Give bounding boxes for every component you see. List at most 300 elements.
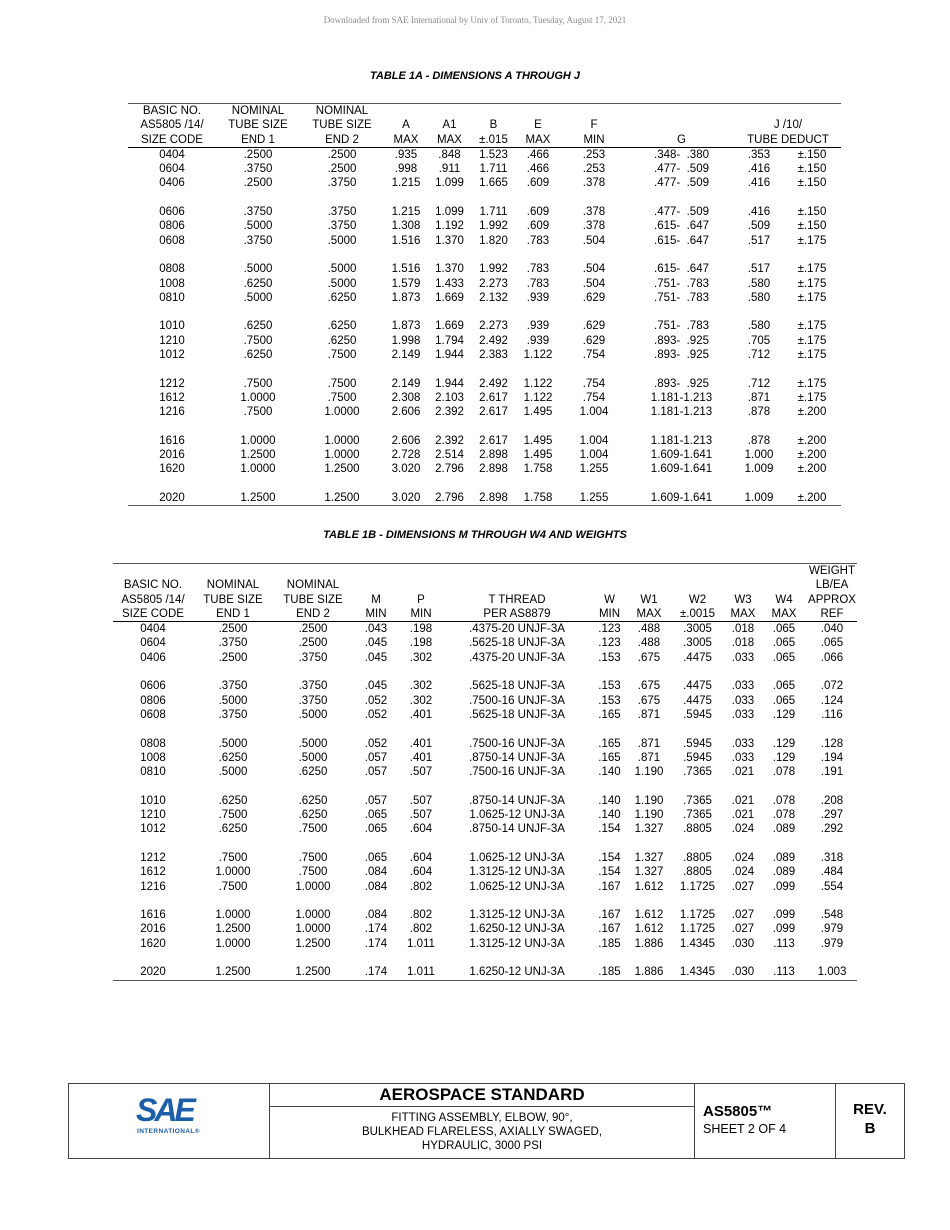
table-cell: .154 [598, 866, 621, 879]
table-cell: 1620 [159, 463, 185, 476]
table-cell: .604 [409, 823, 433, 836]
table-cell: 2020 [159, 492, 185, 505]
group-spacer [113, 665, 857, 679]
table-cell: 0404 [140, 623, 166, 636]
table-1b-title: TABLE 1B - DIMENSIONS M THROUGH W4 AND WEIGHTS [323, 529, 627, 541]
table-cell: .6250 [298, 794, 328, 807]
table-cell: .939 [526, 334, 550, 347]
table-cell: .548 [820, 909, 844, 922]
table-row [113, 865, 857, 879]
table-cell: 1.579 [391, 277, 421, 290]
table-cell: .3750 [327, 177, 357, 190]
table-cell: .129 [772, 708, 796, 721]
table-cell: 1.327 [634, 851, 664, 864]
table-cell: ±.150 [797, 220, 827, 233]
table-cell: 0808 [159, 263, 185, 276]
table-cell: .488 [637, 637, 661, 650]
table-cell: 1008 [159, 277, 185, 290]
header-w3: W3 MAX [725, 564, 761, 622]
table-row [113, 708, 857, 722]
table-cell: 1.011 [407, 966, 435, 979]
header-basic-no: BASIC NO. AS5805 /14/ SIZE CODE [113, 564, 193, 622]
table-cell: .140 [598, 794, 621, 807]
table-cell: .033 [731, 680, 755, 693]
table-cell: 1.190 [634, 766, 664, 779]
table-cell: 1.327 [634, 866, 664, 879]
table-cell: 1.794 [435, 334, 464, 347]
table-cell: .089 [772, 866, 796, 879]
table-cell: 3.020 [391, 463, 421, 476]
table-cell: 1.215 [391, 206, 421, 219]
table-cell: .609 [526, 177, 550, 190]
table-cell: 1216 [159, 406, 185, 419]
table-cell: .185 [598, 966, 621, 979]
group-spacer [128, 420, 841, 434]
table-cell: .5000 [298, 737, 328, 750]
table-cell: 0810 [140, 766, 166, 779]
table-cell: 1.2500 [324, 492, 360, 505]
table-cell: .802 [409, 880, 433, 893]
table-cell: 0604 [159, 163, 185, 176]
table-cell: 1.3125-12 UNJ-3A [469, 909, 565, 922]
table-cell: 1.011 [407, 937, 435, 950]
table-cell: .052 [364, 737, 388, 750]
table-cell: 1.873 [391, 291, 421, 304]
table-row [113, 751, 857, 765]
header-a: A MAX [384, 104, 428, 148]
table-cell: .8750-14 UNJF-3A [469, 823, 565, 836]
table-cell: .878 [747, 406, 771, 419]
table-cell: .018 [731, 623, 755, 636]
table-row [128, 205, 841, 219]
table-cell: .065 [772, 694, 796, 707]
table-cell: 1.3125-12 UNJ-3A [469, 937, 565, 950]
group-spacer [113, 951, 857, 965]
table-cell: .979 [820, 923, 844, 936]
table-cell: .084 [364, 880, 388, 893]
table-cell: .030 [731, 966, 755, 979]
table-cell: 1.255 [579, 492, 609, 505]
table-cell: 2.514 [435, 449, 464, 462]
table-cell: 1.758 [523, 463, 553, 476]
table-cell: .416 [747, 206, 771, 219]
table-cell: 1.3125-12 UNJ-3A [469, 866, 565, 879]
table-cell: .939 [526, 291, 550, 304]
table-cell: .3750 [218, 708, 248, 721]
table-row [128, 448, 841, 462]
table-cell: .6250 [327, 334, 357, 347]
header-weight: WEIGHT LB/EA APPROX REF [808, 565, 856, 620]
table-cell: 1.886 [634, 937, 664, 950]
table-cell: 1616 [159, 434, 185, 447]
table-cell: .153 [598, 694, 621, 707]
table-cell: .554 [820, 880, 844, 893]
table-cell: .705 [747, 334, 771, 347]
table-cell: .7500 [243, 377, 273, 390]
table-cell: .7365 [683, 766, 712, 779]
table-cell: .297 [820, 809, 844, 822]
table-cell: .253 [582, 163, 606, 176]
document-number: AS5805™ [703, 1103, 773, 1120]
table-cell: .5625-18 UNJF-3A [469, 708, 565, 721]
group-spacer [113, 779, 857, 793]
header-w1: W1 MAX [628, 564, 670, 622]
table-row [113, 822, 857, 836]
table-cell: .167 [598, 909, 621, 922]
table-cell: 1.0625-12 UNJ-3A [469, 880, 565, 893]
table-cell: 1212 [140, 851, 166, 864]
table-cell: .065 [772, 680, 796, 693]
table-cell: .7500 [298, 851, 328, 864]
table-cell: .2500 [218, 651, 248, 664]
table-cell: .6250 [327, 291, 357, 304]
table-cell: 1.2500 [295, 937, 331, 950]
table-cell: 1.122 [523, 377, 553, 390]
table-cell: .099 [772, 880, 796, 893]
table-cell: .871 [637, 737, 661, 750]
table-cell: .466 [526, 163, 550, 176]
table-row [113, 679, 857, 693]
document-number-cell [695, 1084, 836, 1158]
table-cell: 1.1725 [679, 923, 716, 936]
table-cell: .675 [637, 651, 661, 664]
header-f: F MIN [560, 104, 628, 148]
header-e: E MAX [516, 104, 560, 148]
table-cell: ±.175 [797, 263, 827, 276]
table-cell: 1.0625-12 UNJ-3A [469, 809, 565, 822]
table-cell: ±.200 [797, 449, 827, 462]
standard-heading: AEROSPACE STANDARD [270, 1084, 694, 1107]
table-cell: .3005 [683, 637, 712, 650]
table-cell: .517 [747, 234, 771, 247]
table-cell: 1.665 [479, 177, 508, 190]
table-cell: .3750 [243, 163, 273, 176]
table-cell: 1.2500 [240, 449, 276, 462]
table-cell: 2016 [159, 449, 185, 462]
table-cell: .609 [526, 206, 550, 219]
table-cell: 1.0000 [324, 406, 360, 419]
table-cell: .401 [409, 751, 433, 764]
table-cell: 2.132 [479, 291, 508, 304]
table-row [128, 219, 841, 233]
table-cell: .318 [820, 851, 844, 864]
table-cell: 1.998 [391, 334, 421, 347]
header-t-thread: T THREAD PER AS8879 [443, 564, 591, 622]
table-cell: .140 [598, 766, 621, 779]
table-row [128, 319, 841, 333]
table-cell: 2.149 [391, 349, 421, 362]
table-cell: 0606 [159, 206, 185, 219]
table-cell: .5000 [218, 737, 248, 750]
table-cell: 1.495 [523, 406, 553, 419]
table-row [128, 348, 841, 362]
table-cell: 0404 [159, 148, 185, 161]
table-cell: 1.516 [391, 263, 421, 276]
sae-logo-subtext: INTERNATIONAL® [137, 1128, 200, 1135]
table-cell: .509 [747, 220, 771, 233]
table-cell: .7500-16 UNJF-3A [469, 737, 565, 750]
header-a1: A1 MAX [428, 104, 471, 148]
table-cell: 1.192 [435, 220, 464, 233]
table-cell: 2.392 [435, 434, 464, 447]
table-cell: .893- .925 [654, 377, 709, 390]
table-cell: .6250 [218, 823, 248, 836]
header-w: W MIN [591, 564, 628, 622]
table-cell: .3750 [243, 206, 273, 219]
table-cell: 0406 [159, 177, 185, 190]
table-cell: 1620 [140, 937, 166, 950]
table-cell: 2.273 [479, 277, 508, 290]
table-cell: .488 [637, 623, 661, 636]
table-cell: ±.150 [797, 177, 827, 190]
table-cell: 1.495 [523, 434, 553, 447]
table-cell: .401 [409, 708, 433, 721]
table-cell: .154 [598, 851, 621, 864]
group-spacer [113, 837, 857, 851]
table-cell: .6250 [218, 751, 248, 764]
table-cell: .2500 [243, 148, 273, 161]
table-cell: 2.392 [435, 406, 464, 419]
table-cell: .783 [526, 277, 550, 290]
table-cell: .030 [731, 937, 755, 950]
table-cell: .353 [747, 148, 771, 161]
table-cell: .751- .783 [654, 320, 709, 333]
table-cell: .033 [731, 694, 755, 707]
table-cell: .8805 [683, 866, 712, 879]
table-cell: 1.609-1.641 [650, 492, 713, 505]
standard-description: FITTING ASSEMBLY, ELBOW, 90°, BULKHEAD FLARELESS, AXIALLY SWAGED, HYDRAULIC, 3000 PSI [361, 1112, 603, 1152]
table-cell: .6250 [243, 349, 273, 362]
table-cell: 2.898 [479, 449, 508, 462]
table-cell: 1.003 [817, 966, 847, 979]
table-cell: .167 [598, 923, 621, 936]
table-cell: .7500 [218, 880, 248, 893]
group-spacer [128, 477, 841, 491]
table-cell: .065 [364, 823, 388, 836]
table-cell: .5000 [243, 263, 273, 276]
table-cell: .194 [820, 751, 844, 764]
table-cell: .5000 [218, 766, 248, 779]
table-cell: 1.495 [523, 449, 553, 462]
table-cell: 2.149 [391, 377, 421, 390]
table-cell: .6250 [218, 794, 248, 807]
table-cell: .783 [526, 263, 550, 276]
table-cell: .153 [598, 651, 621, 664]
table-cell: .174 [364, 937, 388, 950]
table-cell: .3750 [298, 651, 328, 664]
table-cell: .5945 [683, 737, 712, 750]
table-cell: .040 [820, 623, 844, 636]
table-row [128, 277, 841, 291]
table-row [113, 851, 857, 865]
table-cell: 0806 [159, 220, 185, 233]
table-cell: .580 [747, 277, 771, 290]
table-cell: .052 [364, 694, 388, 707]
table-cell: .302 [409, 651, 433, 664]
table-cell: 1612 [159, 391, 185, 404]
table-cell: .629 [582, 320, 606, 333]
header-end1: NOMINAL TUBE SIZE END 1 [193, 564, 273, 622]
table-cell: .6250 [298, 766, 328, 779]
table-cell: 1.669 [435, 320, 464, 333]
table-cell: 1.190 [634, 794, 664, 807]
table-cell: 2.617 [479, 434, 508, 447]
table-cell: .754 [582, 349, 606, 362]
table-cell: 1.6250-12 UNJ-3A [469, 923, 565, 936]
table-row [128, 262, 841, 276]
table-cell: .078 [772, 809, 796, 822]
table-cell: 1.327 [634, 823, 664, 836]
table-cell: .024 [731, 866, 755, 879]
table-cell: ±.175 [797, 391, 827, 404]
table-cell: .466 [526, 148, 550, 161]
table-cell: .629 [582, 291, 606, 304]
table-cell: 1.181-1.213 [650, 391, 713, 404]
table-cell: 1.523 [479, 148, 508, 161]
table-cell: 1.004 [579, 449, 609, 462]
table-cell: 1.1725 [679, 880, 716, 893]
table-cell: 1.122 [523, 391, 553, 404]
table-cell: .783 [526, 234, 550, 247]
table-cell: 1.0000 [240, 391, 276, 404]
table-cell: 3.020 [391, 492, 421, 505]
table-cell: 2.103 [435, 391, 464, 404]
table-cell: .3750 [298, 680, 328, 693]
table-cell: 1.516 [391, 234, 421, 247]
table-cell: .871 [637, 708, 661, 721]
table-cell: 2.273 [479, 320, 508, 333]
table-cell: ±.150 [797, 163, 827, 176]
table-cell: .7500 [327, 377, 357, 390]
table-row [113, 922, 857, 936]
revision-label: REV. [853, 1101, 887, 1118]
table-cell: .027 [731, 923, 755, 936]
table-cell: .378 [582, 220, 606, 233]
table-cell: 1.370 [435, 234, 464, 247]
table-row [128, 434, 841, 448]
table-row [113, 765, 857, 779]
table-cell: 1.215 [391, 177, 421, 190]
download-note: Downloaded from SAE International by Univ of Toronto, Tuesday, August 17, 2021 [323, 15, 627, 25]
table-cell: 1.009 [744, 492, 774, 505]
header-end2: NOMINAL TUBE SIZE END 2 [300, 104, 384, 148]
table-cell: .615- .647 [654, 263, 709, 276]
table-cell: .165 [598, 737, 621, 750]
table-row [113, 622, 857, 637]
table-cell: 1.2500 [240, 492, 276, 505]
table-cell: .124 [820, 694, 844, 707]
table-cell: .477- .509 [654, 177, 709, 190]
table-cell: .018 [731, 637, 755, 650]
table-cell: .7500 [218, 809, 248, 822]
table-cell: .078 [772, 766, 796, 779]
table-cell: .057 [364, 794, 388, 807]
table-cell: 0806 [140, 694, 166, 707]
table-row [113, 808, 857, 822]
table-cell: .045 [364, 651, 388, 664]
table-cell: 1.2500 [215, 923, 251, 936]
table-cell: .754 [582, 391, 606, 404]
table-cell: .7500 [327, 391, 357, 404]
table-cell: .580 [747, 320, 771, 333]
table-row [128, 391, 841, 405]
table-cell: .7365 [683, 794, 712, 807]
table-cell: .208 [820, 794, 844, 807]
table-1a [128, 103, 841, 506]
table-cell: .4475 [683, 651, 712, 664]
table-cell: .7365 [683, 809, 712, 822]
table-cell: 1.609-1.641 [650, 449, 713, 462]
table-cell: .043 [364, 623, 388, 636]
table-cell: .3750 [298, 694, 328, 707]
table-cell: .507 [409, 766, 433, 779]
table-cell: .2500 [327, 163, 357, 176]
table-cell: .893- .925 [654, 334, 709, 347]
table-cell: .629 [582, 334, 606, 347]
table-cell: 1.873 [391, 320, 421, 333]
group-spacer [128, 248, 841, 262]
table-cell: 1.0000 [295, 909, 331, 922]
table-cell: .089 [772, 823, 796, 836]
table-cell: .7500 [218, 851, 248, 864]
table-cell: 1.612 [634, 909, 664, 922]
table-cell: 1.711 [479, 206, 508, 219]
table-cell: .7500 [243, 334, 273, 347]
table-cell: .401 [409, 737, 433, 750]
table-cell: .057 [364, 766, 388, 779]
logo-cell [69, 1084, 270, 1158]
table-cell: .378 [582, 206, 606, 219]
table-cell: .045 [364, 680, 388, 693]
table-cell: .021 [731, 794, 755, 807]
group-spacer [113, 894, 857, 908]
table-cell: .113 [773, 937, 795, 950]
table-cell: .604 [409, 866, 433, 879]
table-cell: 1210 [159, 334, 185, 347]
table-cell: 1.609-1.641 [650, 463, 713, 476]
table-cell: .712 [747, 349, 771, 362]
table-cell: 1.820 [479, 234, 508, 247]
table-cell: .5000 [327, 263, 357, 276]
table-cell: 1616 [140, 909, 166, 922]
table-cell: 2.898 [479, 492, 508, 505]
table-cell: 1.6250-12 UNJ-3A [469, 966, 565, 979]
table-cell: .615- .647 [654, 220, 709, 233]
table-cell: ±.175 [797, 349, 827, 362]
table-cell: .675 [637, 694, 661, 707]
table-cell: .5000 [327, 234, 357, 247]
table-cell: .128 [820, 737, 844, 750]
group-spacer [128, 362, 841, 376]
table-cell: .4375-20 UNJF-3A [469, 651, 565, 664]
table-1b-body [113, 622, 857, 980]
table-cell: .7500 [243, 406, 273, 419]
table-cell: .7500-16 UNJF-3A [469, 694, 565, 707]
table-cell: 1.255 [579, 463, 609, 476]
table-cell: .5000 [243, 220, 273, 233]
table-cell: .712 [747, 377, 771, 390]
table-cell: .8750-14 UNJF-3A [469, 751, 565, 764]
table-cell: .615- .647 [654, 234, 709, 247]
header-w4: W4 MAX [761, 564, 807, 622]
table-cell: .5000 [243, 291, 273, 304]
table-cell: 1212 [159, 377, 185, 390]
table-cell: .979 [820, 937, 844, 950]
table-cell: .5625-18 UNJF-3A [469, 680, 565, 693]
table-cell: ±.200 [797, 406, 827, 419]
group-spacer [128, 191, 841, 205]
table-cell: .185 [598, 937, 621, 950]
